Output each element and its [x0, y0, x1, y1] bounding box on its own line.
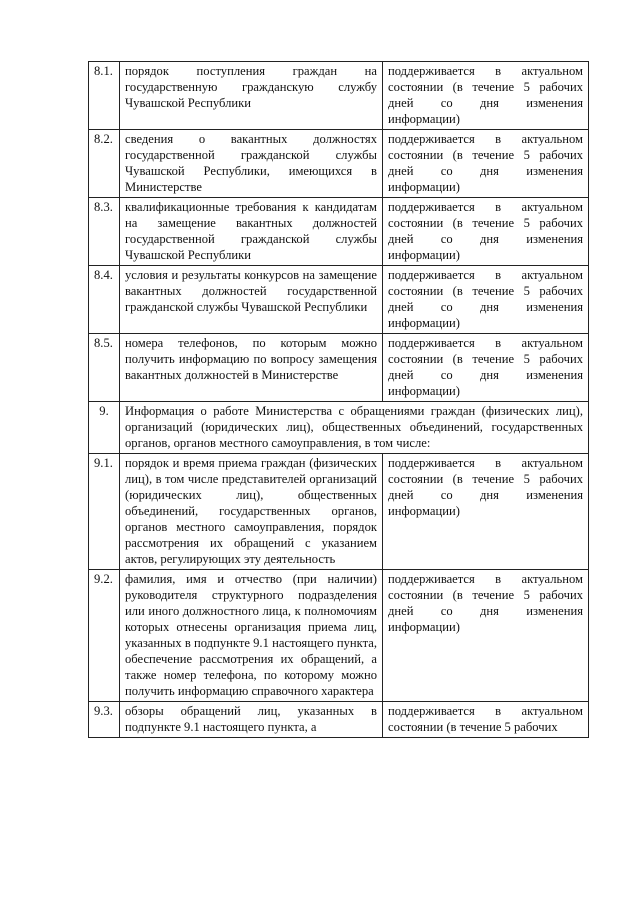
- section-heading: Информация о работе Министерства с обращениями граждан (физических лиц), организаций (юридических лиц), общественных объединений, государственных органов, органов местного самоуправления, в том числе:: [120, 402, 589, 454]
- row-status: поддерживается в актуальном состоянии (в течение 5 рабочих дней со дня изменения информации): [383, 62, 589, 130]
- table-row: [89, 266, 589, 334]
- row-status: поддерживается в актуальном состоянии (в течение 5 рабочих дней со дня изменения информации): [383, 130, 589, 198]
- section-heading-row: [89, 402, 589, 454]
- row-description: условия и результаты конкурсов на замещение вакантных должностей государственной гражданской службы Чувашской Республики: [120, 266, 383, 334]
- row-description: сведения о вакантных должностях государственной гражданской службы Чувашской Республики, имеющихся в Министерстве: [120, 130, 383, 198]
- table-row: [89, 62, 589, 130]
- row-number: 8.2.: [89, 130, 120, 198]
- row-number: 8.5.: [89, 334, 120, 402]
- row-number: 8.3.: [89, 198, 120, 266]
- row-description: квалификационные требования к кандидатам на замещение вакантных должностей государственной гражданской службы Чувашской Республики: [120, 198, 383, 266]
- row-status: поддерживается в актуальном состоянии (в течение 5 рабочих дней со дня изменения информации): [383, 570, 589, 702]
- row-number: 9.2.: [89, 570, 120, 702]
- row-status: поддерживается в актуальном состоянии (в течение 5 рабочих дней со дня изменения информации): [383, 198, 589, 266]
- table-row: [89, 198, 589, 266]
- row-number: 9.1.: [89, 454, 120, 570]
- section-number: 9.: [89, 402, 120, 454]
- table-row: [89, 702, 589, 738]
- row-description: номера телефонов, по которым можно получить информацию по вопросу замещения вакантных должностей в Министерстве: [120, 334, 383, 402]
- row-number: 8.1.: [89, 62, 120, 130]
- row-status: поддерживается в актуальном состоянии (в течение 5 рабочих: [383, 702, 589, 738]
- table-row: [89, 454, 589, 570]
- row-description: порядок и время приема граждан (физических лиц), в том числе представителей организаций (юридических лиц), общественных объединений, государственных органов, органов местного самоуправления, порядок рассмотрения их обращений с указанием актов, регулирующих эту деятельность: [120, 454, 383, 570]
- row-number: 9.3.: [89, 702, 120, 738]
- table-row: [89, 130, 589, 198]
- table-row: [89, 570, 589, 702]
- row-status: поддерживается в актуальном состоянии (в течение 5 рабочих дней со дня изменения информации): [383, 266, 589, 334]
- row-status: поддерживается в актуальном состоянии (в течение 5 рабочих дней со дня изменения информации): [383, 334, 589, 402]
- table-row: [89, 334, 589, 402]
- row-number: 8.4.: [89, 266, 120, 334]
- row-status: поддерживается в актуальном состоянии (в течение 5 рабочих дней со дня изменения информации): [383, 454, 589, 570]
- info-table: [88, 61, 589, 738]
- row-description: порядок поступления граждан на государственную гражданскую службу Чувашской Республики: [120, 62, 383, 130]
- row-description: фамилия, имя и отчество (при наличии) руководителя структурного подразделения или иного должностного лица, к полномочиям которых отнесены организация приема лиц, указанных в подпункте 9.1 настоящего пункта, обеспечение рассмотрения их обращений, а также номер телефона, по которому можно получить информацию справочного характера: [120, 570, 383, 702]
- row-description: обзоры обращений лиц, указанных в подпункте 9.1 настоящего пункта, а: [120, 702, 383, 738]
